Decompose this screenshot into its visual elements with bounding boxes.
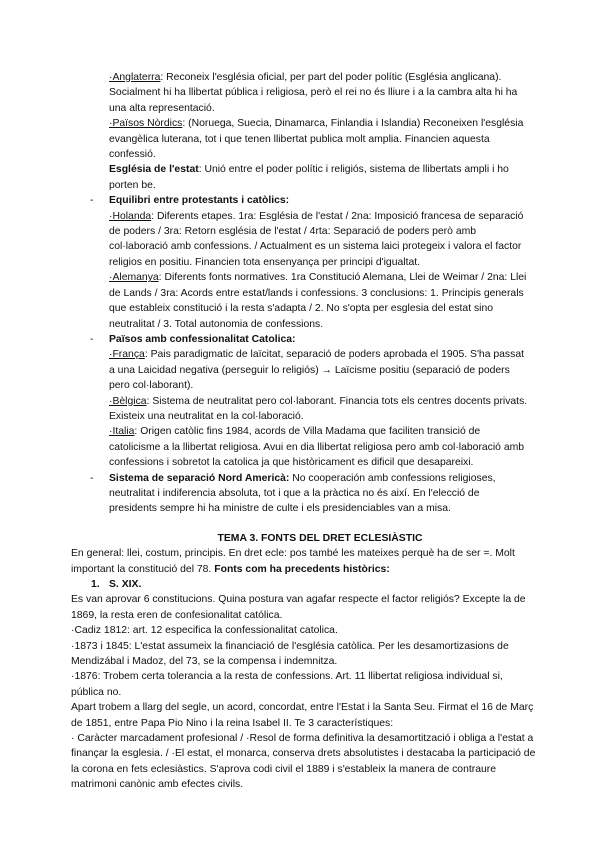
section-title: S. XIX.	[109, 579, 142, 590]
item-title: ·Anglaterra	[109, 72, 161, 83]
bullet-equilibri	[0, 193, 600, 332]
intro-bold: Fonts com ha precedents històrics:	[214, 563, 390, 575]
bullet-marker: -	[90, 195, 94, 207]
item-alemanya	[109, 270, 530, 332]
item-title: ·Bèlgica	[109, 395, 147, 407]
body-paragraph: ·1873 i 1845: L'estat assumeix la financiació de l'església catòlica. Per les desamortizasions de Mendizábal i Madoz, del 73, se la compensa i indemnitza.	[71, 640, 509, 668]
bullet-nord-america	[0, 471, 600, 517]
bullet-confessionalitat	[0, 332, 600, 471]
item-text: : Diferents fonts normatives. 1ra Constitució Alemana, Llei de Weimar / 2na: Llei de Lands / 3ra: Acords entre estat/lands i confessions. 3 conclusions: 1. Principis generals que estableix constitució i la resta s'adapta / 2. No s'opta per esglesia del estat sino neutralitat / 3. Total autonomia de confessions.	[109, 272, 527, 330]
item-text: : Pais paradigmatic de laïcitat, separació de poders aprobada el 1905. S'ha passat a una Laicidad negativa (perseguir lo religiós) → Laïcisme positiu (separació de poders pero col·laborant).	[109, 349, 524, 392]
item-anglaterra	[0, 70, 600, 116]
item-title: ·Alemanya	[109, 272, 159, 284]
item-title: Sistema de separació Nord Americà:	[109, 472, 290, 484]
section-heading: TEMA 3. FONTS DEL DRET ECLESIÀSTIC	[217, 532, 423, 544]
tema3-intro: En general: llei, costum, principis. En dret ecle: pos també les mateixes perquè ha de ser =. Molt important la constitució del 78. Fonts com ha precedents històrics:	[71, 548, 515, 575]
top-section	[0, 0, 600, 193]
item-title: ·França	[109, 349, 145, 361]
item-text: : (Noruega, Suecia, Dinamarca, Finlandia i Islandia) Reconeixen l'església evangèlica luterana, tot i que tenen llibertat publica molt amplia. Financien aquesta confessió.	[109, 118, 524, 161]
bullet-marker: -	[90, 333, 94, 345]
body-paragraph: ·1876: Trobem certa tolerancia a la resta de confessions. Art. 11 llibertat religiosa individual si, pública no.	[71, 671, 503, 698]
bullet-marker: -	[90, 472, 94, 484]
item-title: ·Holanda	[109, 210, 152, 222]
bullet-title: Països amb confessionalitat Catolica:	[109, 333, 296, 345]
bullet-title: Equilibri entre protestants i catòlics:	[109, 195, 290, 207]
section-number: 1.	[91, 579, 100, 590]
body-paragraph: · Caràcter marcadament profesional / ·Resol de forma definitiva la desamortització i obliga a l'estat a finançar la esglesia. / ·El estat, el monarca, conserva drets absolutistes i destacaba la participació de la corona en fets eclesiàstics. S'aprova codi civil el 1889 i s'estableix la manera de contraure matrimoni canònic amb efectes civils.	[71, 733, 536, 791]
item-text: No cooperación amb confessions religioses, neutralitat i indiferencia absoluta, tot i que a la pràctica no és així. En l'elecció de presidents sempre hi ha ministre de culte i els presidenciables van a misa.	[109, 472, 496, 515]
item-esglesia-estat	[0, 162, 600, 193]
item-italia	[109, 424, 530, 470]
item-text: : Diferents etapes. 1ra: Església de l'estat / 2na: Imposició francesa de separació de poders / 3ra: Retorn església de l'estat / 4rta: Separació de poders però amb col·laboració amb confessions. / Actualment es un sistema laici protegeix i valora el factor religios en positiu. Financien tota ensenyança per principi d'igualtat.	[109, 210, 524, 268]
body-paragraph: Apart trobem a llarg del segle, un acord, concordat, entre l'Estat i la Santa Seu. Firmat el 16 de Març de 1851, entre Papa Pio Nino i la reina Isabel II. Te 3 característiques:	[71, 702, 534, 729]
numbered-section-title	[0, 577, 600, 592]
item-franca	[109, 347, 530, 393]
item-nord-america	[109, 471, 530, 517]
item-paisos-nordics	[0, 116, 600, 162]
item-title: Església de l'estat	[109, 164, 199, 176]
item-text: : Unió entre el poder polític i religiós, sistema de llibertats ampli i ho porten be.	[109, 164, 509, 191]
item-text: : Reconeix l'església oficial, per part del poder polític (Església anglicana). Socialment hi ha llibertat pública i religiosa, però el rei no és lliure i a la cambra alta hi ha una alta representació.	[109, 72, 518, 114]
item-title: ·Països Nòrdics	[109, 118, 183, 130]
body-paragraph: Es van aprovar 6 constitucions. Quina postura van agafar respecte el factor religiós? Excepte la de 1869, la resta eren de confesionalitat católica.	[71, 594, 526, 621]
item-text: : Origen catòlic fins 1984, acords de Villa Madama que faciliten transició de catolicisme a la llibertat religiosa. Avui en dia llibertat religiosa pero amb col·laboració amb confessions i sobretot la catolica ja que històricament es dificil que desapareixi.	[109, 426, 525, 469]
body-paragraph: ·Cadiz 1812: art. 12 especifica la confessionalitat catolica.	[71, 625, 338, 637]
item-title: ·Italia	[109, 426, 135, 438]
item-belgica	[109, 394, 530, 425]
item-text: : Sistema de neutralitat pero col·laborant. Financia tots els centres docents privats. Existeix una neutralitat en la col·laboració.	[109, 395, 528, 422]
item-holanda	[109, 209, 530, 271]
tema3-body	[0, 592, 600, 792]
